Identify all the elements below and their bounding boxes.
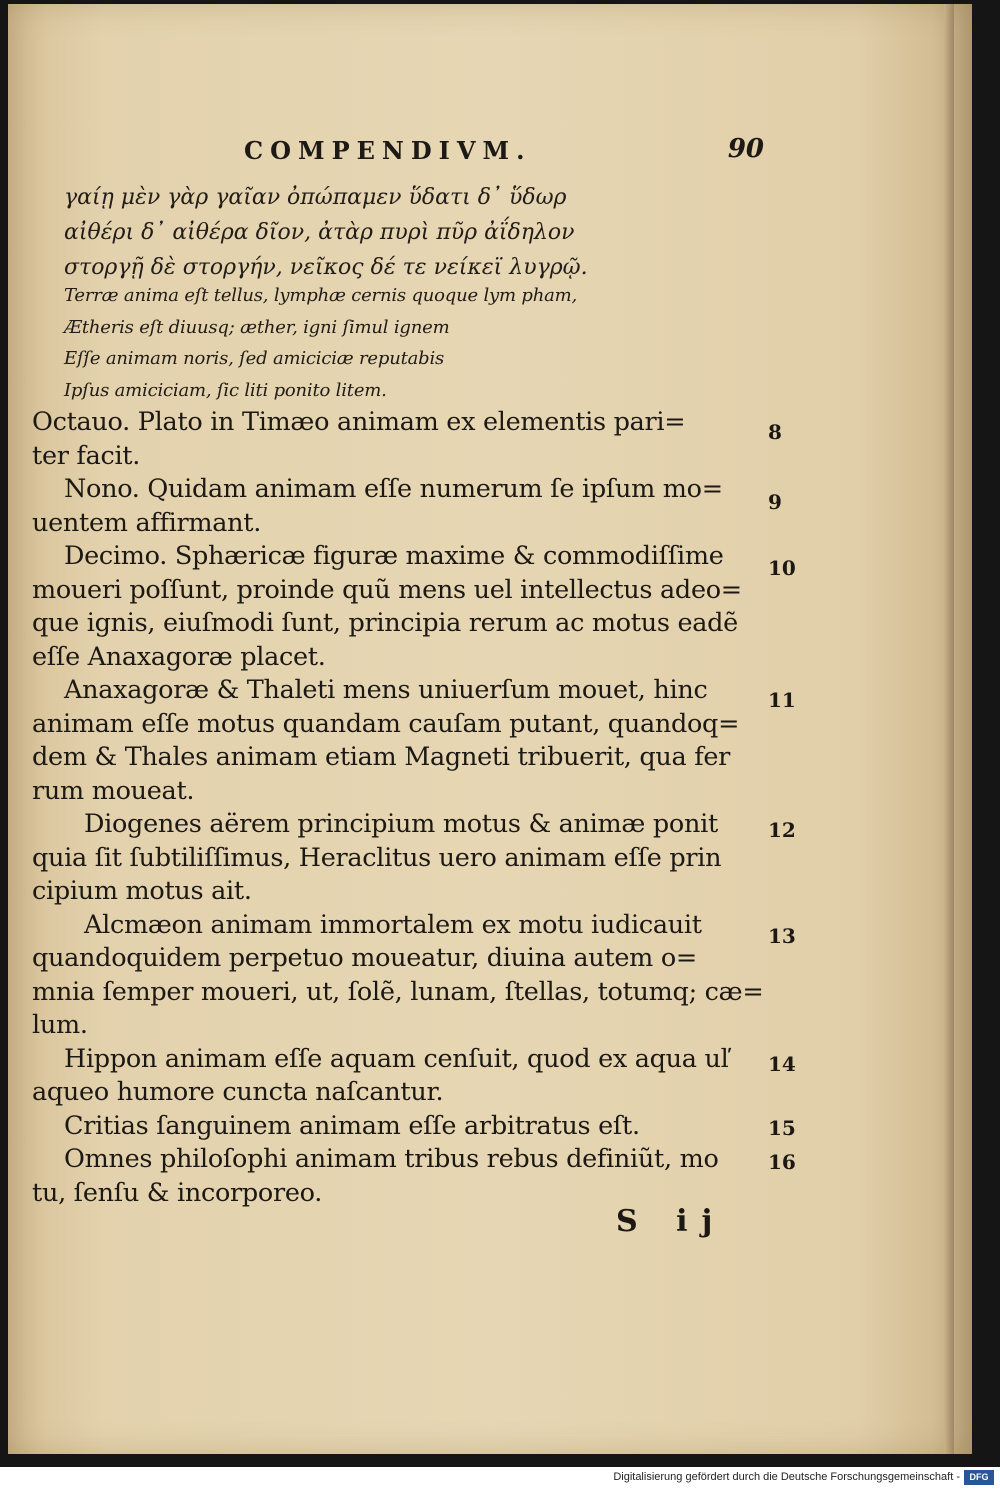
funding-notice: Digitalisierung gefördert durch die Deutsche Forschungsgemeinschaft - [613,1471,960,1483]
margin-number: 16 [768,1150,796,1174]
text-line: Diogenes aërem principium motus & animæ ponit [84,809,718,839]
greek-verse [64,180,624,285]
text-line: quia ſit ſubtiliſſimus, Heraclitus uero animam eſſe prin [32,842,722,873]
text-line: Nono. Quidam animam eſſe numerum ſe ipſum mo= [64,474,723,504]
text-line: Critias ſanguinem animam eſſe arbitratus eſt. [64,1110,640,1141]
margin-number: 9 [768,490,782,514]
text-line: uentem affirmant. [32,507,262,538]
dfg-logo: DFG [964,1470,994,1485]
greek-line: στοργῇ δὲ στοργήν, νεῖκος δέ τε νείκεϊ λυγρῷ. [64,255,588,280]
folio-number: 90 [727,134,764,164]
verse-line: Terræ anima eſt tellus, lymphæ cernis quoque lym pham, [64,285,578,306]
text-line: quandoquidem perpetuo moueatur, diuina autem o= [32,943,697,973]
margin-number: 12 [768,818,796,842]
text-line: Decimo. Sphæricæ figuræ maxime & commodiſſime [64,541,724,571]
latin-verse [64,280,624,406]
margin-number: 11 [768,688,796,712]
text-line: dem & Thales animam etiam Magneti tribuerit, qua fer [32,742,731,772]
text-line: que ignis, eiuſmodi ſunt, principia rerum ac motus eadẽ [32,608,738,638]
margin-number: 10 [768,556,796,580]
paragraph [32,406,767,473]
text-line: Anaxagoræ & Thaleti mens uniuerſum mouet, hinc [64,675,708,705]
paragraph [32,1110,767,1144]
margin-number: 15 [768,1116,796,1140]
margin-number: 14 [768,1052,796,1076]
paragraph [32,1043,767,1110]
text-line: cipium motus ait. [32,876,252,906]
margin-number: 13 [768,924,796,948]
paragraph [32,674,767,808]
verse-line: Eſſe animam noris, ſed amiciciæ reputabis [64,348,445,369]
page-header [240,136,800,170]
running-head: COMPENDIVM. [244,136,532,165]
text-line: ter facit. [32,440,141,471]
verse-line: Ipſus amiciciam, ſic liti ponito litem. [64,379,387,401]
text-line: Octauo. Plato in Timæo animam ex elementis pari= [32,407,686,437]
text-line: Alcmæon animam immortalem ex motu iudicauit [84,909,702,940]
paragraph [32,909,767,1043]
text-line: Omnes philoſophi animam tribus rebus definiũt, mo [64,1144,719,1174]
text-line: aqueo humore cuncta naſcantur. [32,1077,444,1107]
text-line: moueri poſſunt, proinde quũ mens uel intellectus adeo= [32,574,742,605]
text-line: rum moueat. [32,775,195,806]
margin-number: 8 [768,420,782,444]
text-line: lum. [32,1010,88,1040]
text-line: animam eſſe motus quandam cauſam putant, quandoq= [32,708,740,739]
text-line: tu, ſenſu & incorporeo. [32,1177,323,1208]
body-text [32,406,767,1210]
paragraph [32,808,767,909]
paragraph [32,540,767,674]
greek-line: αἰθέρι δ᾽ αἰθέρα δῖον, ἀτὰρ πυρὶ πῦρ ἀΐδηλον [64,220,575,245]
text-line: Hippon animam eſſe aquam cenſuit, quod ex aqua uľ [64,1043,729,1074]
footer-bar [0,1467,1000,1489]
text-line: eſſe Anaxagoræ placet. [32,641,326,672]
page-edge [944,4,954,1454]
verse-line: Ætheris eſt diuusq; æther, igni ſimul ignem [64,316,450,338]
paragraph [32,473,767,540]
text-line: mnia ſemper moueri, ut, ſolẽ, lunam, ſtellas, totumq; cæ= [32,976,764,1007]
paragraph [32,1143,767,1210]
greek-line: γαίῃ μὲν γὰρ γαῖαν ὀπώπαμεν ὕδατι δ᾽ ὕδωρ [64,185,567,210]
signature-mark: S ij [616,1204,727,1239]
